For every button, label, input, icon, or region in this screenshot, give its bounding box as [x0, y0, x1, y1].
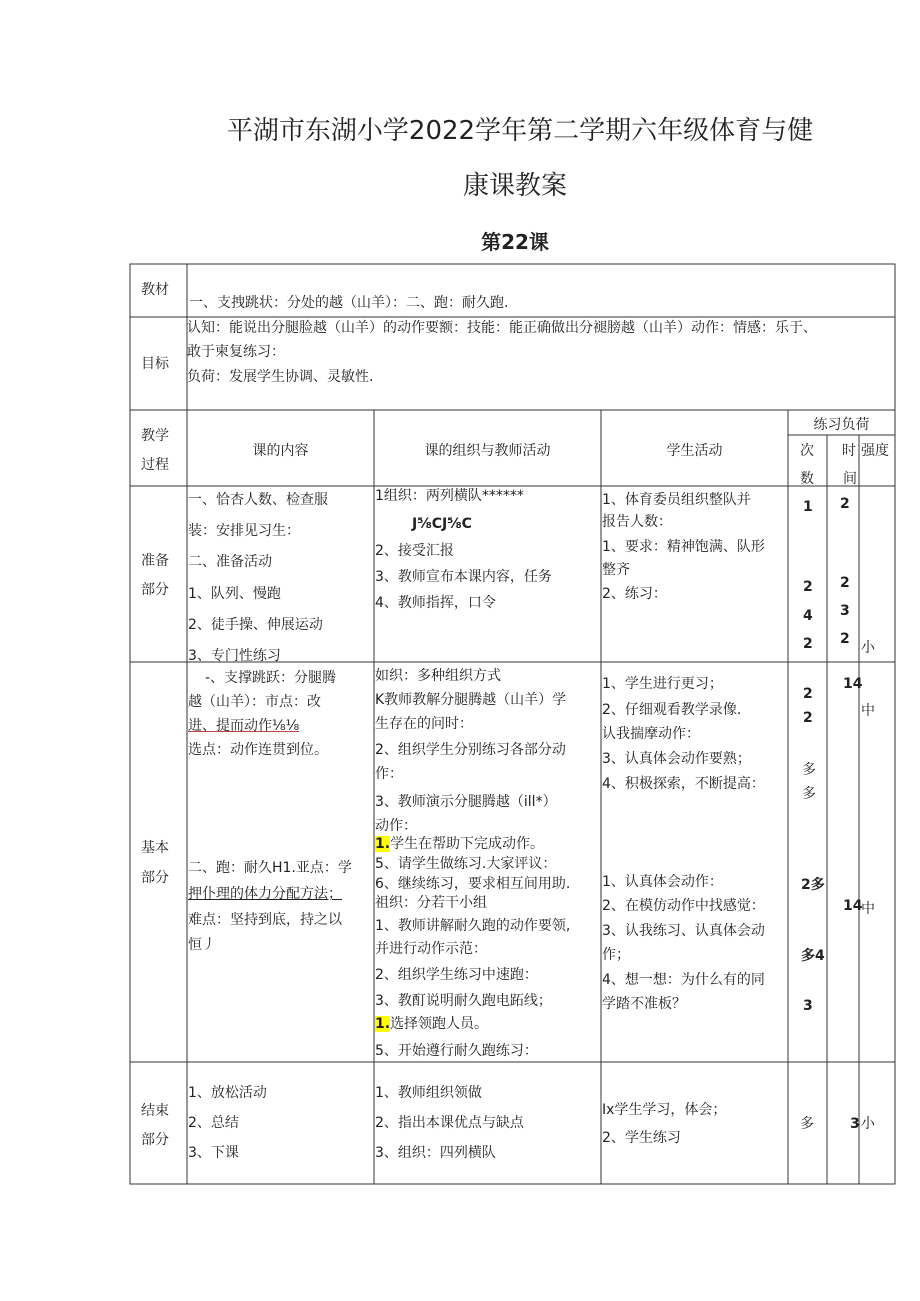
basic-student-a-line: 3、认真体会动作要熟； — [602, 751, 751, 767]
prep-org-line: 4、教师指挥，口令 — [375, 595, 496, 611]
label-material: 教材 — [141, 282, 169, 298]
basic-student-b-line: 2、在模仿动作中找感觉： — [602, 898, 765, 914]
basic-content-b-line: 二、跑：耐久H1.亚点：学 — [188, 860, 352, 876]
header-student: 学生活动 — [666, 443, 723, 459]
prep-content-line: 装：安排见习生： — [188, 523, 300, 539]
basic-org-line: 并进行动作示范： — [375, 941, 487, 957]
prep-org-line: J⅝CJ⅝C — [412, 516, 472, 532]
basic-count: 3 — [803, 998, 813, 1014]
header-load: 练习负荷 — [813, 417, 870, 433]
prep-content-line: 1、队列、慢跑 — [188, 586, 281, 602]
basic-label-1: 基本 — [141, 840, 169, 856]
basic-intensity: 中 — [861, 901, 875, 917]
basic-content-a-line: 进、提而动作⅛⅛ — [188, 718, 300, 734]
prep-student-line: 整齐 — [602, 562, 630, 578]
prep-org-line: 1组织：两列横队****** — [375, 488, 524, 504]
prep-content-line: 二、准备活动 — [188, 554, 272, 570]
prep-intensity: 小 — [861, 640, 875, 656]
basic-count: 2多 — [801, 877, 825, 893]
basic-org-line: 作： — [375, 766, 403, 782]
prep-count: 4 — [803, 608, 813, 624]
basic-student-b-line: 作； — [602, 947, 630, 963]
doc-title-line2: 康课教案 — [462, 171, 567, 201]
goal-line1: 认知：能说出分腿脸越（山羊）的动作要额：技能：能正确做出分褪膀越（山羊）动作：情感：乐于、 — [187, 320, 817, 336]
basic-org-line: K教师教解分腿腾越（山羊）学 — [375, 692, 567, 708]
prep-time: 2 — [840, 496, 850, 512]
basic-student-a-line: 1、学生进行更习； — [602, 676, 723, 692]
prep-time: 2 — [840, 575, 850, 591]
material-text: 一、支拽跳状：分处的越（山羊）：二、跑：耐久跑. — [189, 295, 509, 311]
basic-org-line: 生存在的问时： — [375, 716, 473, 732]
basic-org-line: 3、教师演示分腿腾越（ill*） — [375, 794, 557, 810]
basic-time: 14 — [843, 676, 863, 692]
end-label-1: 结束 — [141, 1103, 169, 1119]
end-time: 3 — [850, 1116, 860, 1132]
basic-org-line: 3、教酊说明耐久跑电跖线； — [375, 993, 552, 1009]
basic-org-line: 2、组织学生练习中速跑： — [375, 967, 538, 983]
label-process-2: 过程 — [141, 457, 169, 473]
end-org-line: 2、指出本课优点与缺点 — [375, 1115, 524, 1131]
basic-count: 2 — [803, 710, 813, 726]
prep-time: 3 — [840, 603, 850, 619]
header-time-1: 时 — [842, 443, 856, 459]
prep-org-line: 2、接受汇报 — [375, 543, 454, 559]
prep-count: 2 — [803, 636, 813, 652]
prep-time: 2 — [840, 631, 850, 647]
goal-line2: 敢于柬复练习： — [187, 344, 285, 360]
basic-count: 多4 — [801, 948, 825, 964]
basic-intensity: 中 — [861, 703, 875, 719]
end-content-line: 3、下课 — [188, 1145, 239, 1161]
header-content: 课的内容 — [252, 443, 309, 459]
basic-student-b-line: 学踏不准板？ — [602, 996, 686, 1012]
end-count: 多 — [800, 1116, 814, 1132]
doc-title-line1: 平湖市东湖小学2022学年第二学期六年级体育与健 — [226, 116, 814, 146]
highlight-marker: 1. — [375, 836, 391, 852]
basic-org-line: 6、继续练习，要求相互间用助. — [375, 876, 571, 892]
basic-time: 14 — [843, 898, 863, 914]
header-intensity: 强度 — [861, 443, 889, 459]
prep-student-line: 2、练习： — [602, 586, 667, 602]
basic-count: 2 — [803, 686, 813, 702]
basic-student-b-line: 1、认真体会动作： — [602, 874, 723, 890]
basic-org-line: 1.学生在帮助下完成动作。 — [375, 836, 545, 852]
prep-student-line: 报告人数： — [602, 514, 672, 530]
prep-org-line: 3、教师宣布本课内容，任务 — [375, 569, 552, 585]
basic-student-a-line: 2、仔细观看教学录像. — [602, 702, 742, 718]
basic-org-line: 1.选择领跑人员。 — [375, 1016, 489, 1032]
basic-content-b-line: 难点：坚持到底，持之以 — [188, 912, 342, 928]
basic-count: 多 — [802, 786, 816, 802]
prep-label-2: 部分 — [141, 582, 169, 598]
end-student-line: Ix学生学习，体会； — [602, 1102, 727, 1118]
basic-student-b-line: 4、想一想：为什么有的同 — [602, 972, 765, 988]
basic-content-a-line: 越（山羊）：市点：改 — [188, 694, 321, 710]
prep-student-line: 1、体育委员组织整队并 — [602, 492, 751, 508]
prep-student-line: 1、要求：精神饱满、队形 — [602, 539, 765, 555]
basic-content-a-line: -、支撑跳跃：分腿腾 — [205, 670, 337, 686]
highlight-marker: 1. — [375, 1016, 391, 1032]
end-org-line: 1、教师组织领做 — [375, 1085, 482, 1101]
basic-student-a-line: 4、积极探索，不断提高： — [602, 776, 765, 792]
basic-label-2: 部分 — [141, 870, 169, 886]
header-count-2: 数 — [800, 471, 814, 487]
lesson-number: 第22课 — [481, 230, 549, 254]
end-org-line: 3、组织：四列横队 — [375, 1145, 496, 1161]
label-goal: 目标 — [141, 356, 169, 372]
basic-org-line: 如织：多种组织方式 — [375, 668, 501, 684]
end-label-2: 部分 — [141, 1132, 169, 1148]
basic-org-line: 1、教师讲解耐久跑的动作要领, — [375, 918, 571, 934]
basic-content-b-line: 恒丿 — [188, 937, 216, 953]
header-organization: 课的组织与教师活动 — [424, 443, 551, 459]
basic-student-b-line: 3、认我练习、认真体会动 — [602, 923, 765, 939]
basic-org-line: 5、请学生做练习.大家评议： — [375, 856, 557, 872]
header-count-1: 次 — [800, 443, 814, 459]
prep-count: 1 — [803, 499, 813, 515]
prep-content-line: 2、徒手操、伸展运动 — [188, 617, 323, 633]
end-content-line: 1、放松活动 — [188, 1085, 267, 1101]
basic-content-a-line: 选点：动作连贯到位。 — [188, 742, 328, 758]
basic-org-line: 动作： — [375, 818, 417, 834]
basic-org-line: 祖织：分若干小组 — [375, 895, 487, 911]
end-intensity: 小 — [861, 1116, 875, 1132]
end-student-line: 2、学生练习 — [602, 1130, 681, 1146]
goal-line3: 负荷：发展学生协调、灵敏性. — [187, 369, 374, 385]
basic-org-line: 5、开始遵行耐久跑练习： — [375, 1043, 538, 1059]
prep-count: 2 — [803, 579, 813, 595]
prep-content-line: 一、恰杏人数、检查服 — [188, 492, 328, 508]
label-process-1: 教学 — [141, 428, 169, 444]
basic-content-b-line: 押仆理的体力分配方法； — [188, 886, 342, 902]
end-content-line: 2、总结 — [188, 1115, 239, 1131]
header-time-2: 间 — [843, 471, 857, 487]
basic-org-line: 2、组织学生分别练习各部分动 — [375, 742, 566, 758]
basic-student-a-line: 认我揣摩动作： — [602, 726, 700, 742]
basic-count: 多 — [802, 762, 816, 778]
prep-content-line: 3、专门性练习 — [188, 648, 281, 662]
prep-label-1: 准备 — [141, 553, 169, 569]
